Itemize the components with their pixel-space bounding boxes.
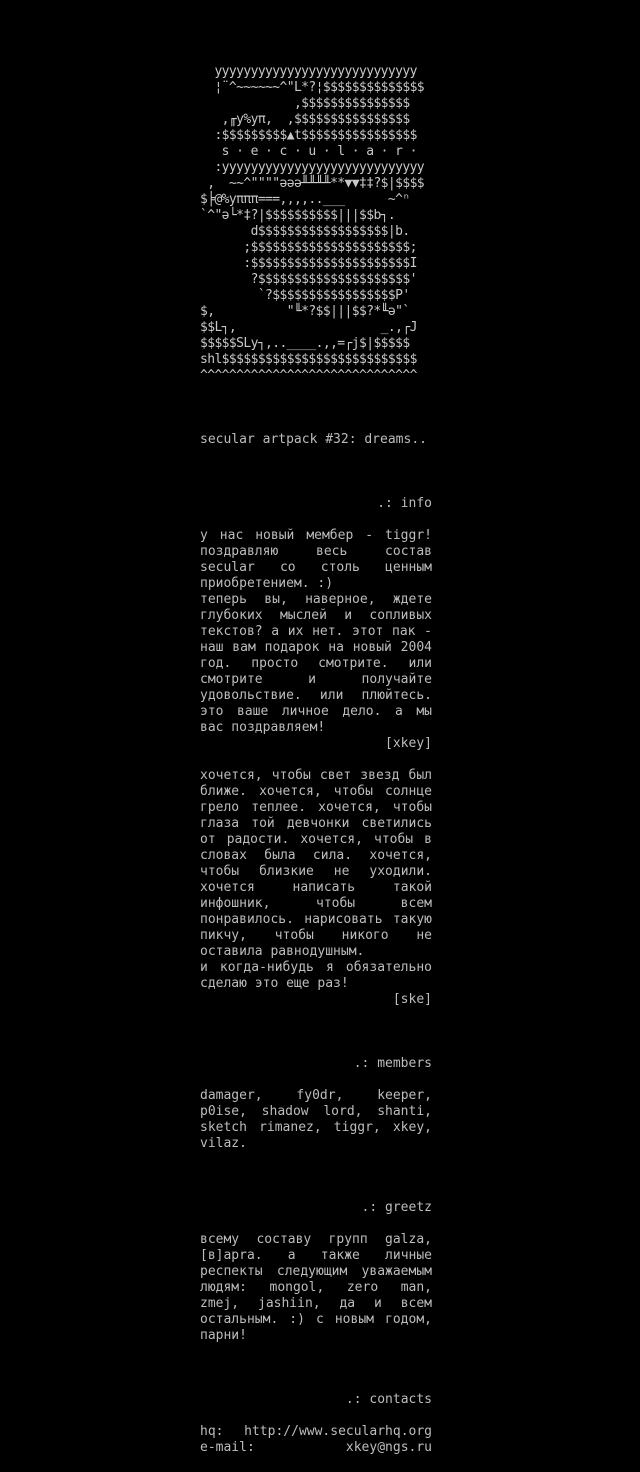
greetz-text: всему составу групп galza, [в]apra. а также личные респекты следующим уважаемым людям: mongol, zero man, zmej, jashiin, да и всем остальным. :) с новым годом, парни! <box>200 1232 432 1343</box>
hq-label: hq: <box>200 1424 224 1439</box>
logo-line: $$L┐, _.,┌J <box>200 320 417 335</box>
signature-ske: [ske] <box>392 992 432 1007</box>
artpack-title: secular artpack #32: dreams.. <box>200 432 427 447</box>
logo-line: ^^^^^^^^^^^^^^^^^^^^^^^^^^^^^^ <box>200 368 417 383</box>
logo-line: $, "╙*?$$|||$$?*╙ǝ"` <box>200 304 410 319</box>
members-text: damager, fy0dr, keeper, p0ise, shadow lord, shanti, sketch rimanez, tiggr, xkey, vilaz. <box>200 1088 432 1151</box>
members-list <box>200 1088 432 1152</box>
logo-line: $$$$$SLy┐,..____.,,=┌j$|$$$$$ <box>200 336 410 351</box>
logo-line: ,╓y%yπ, ,$$$$$$$$$$$$$$$$ <box>200 112 410 127</box>
logo-line: ?$$$$$$$$$$$$$$$$$$$$$' <box>200 272 417 287</box>
contacts-heading: .: contacts <box>345 1392 432 1407</box>
logo-line: :$$$$$$$$$▲t$$$$$$$$$$$$$$$$ <box>200 128 417 143</box>
info-heading: .: info <box>377 496 432 511</box>
logo-line: ;$$$$$$$$$$$$$$$$$$$$$$; <box>200 240 417 255</box>
greetz-section <box>200 1232 432 1344</box>
info-paragraph: у нас новый мембер - tiggr! поздравляю весь состав secular со столь ценным приобретением. :) <box>200 528 432 591</box>
logo-line: :$$$$$$$$$$$$$$$$$$$$$$I <box>200 256 417 271</box>
contact-hq-row <box>200 1424 432 1440</box>
logo-line: yyyyyyyyyyyyyyyyyyyyyyyyyyyy <box>200 64 417 79</box>
logo-line: $╞@%yπππ===,,,,..___ ~^ⁿ <box>200 192 410 207</box>
info-paragraph: теперь вы, наверное, ждете глубоких мыслей и сопливых текстов? а их нет. этот пак - наш вам подарок на новый 2004 год. просто смотрите. или смотрите и получайте удовольствие. или плюйтесь. это ваше личное дело. а мы вас поздравляем! <box>200 592 432 735</box>
logo-line: shl$$$$$$$$$$$$$$$$$$$$$$$$$$$ <box>200 352 417 367</box>
logo-line: s · e · c · u · l · a · r · <box>200 144 417 159</box>
logo-line: ,$$$$$$$$$$$$$$$ <box>200 96 410 111</box>
wishes-section <box>200 768 432 992</box>
logo-line: :yyyyyyyyyyyyyyyyyyyyyyyyyyyy <box>200 160 425 175</box>
contacts-section <box>200 1424 432 1456</box>
greetz-heading: .: greetz <box>361 1200 432 1215</box>
wishes-paragraph: хочется, чтобы свет звезд был ближе. хочется, чтобы солнце грело теплее. хочется, чтобы глаза той девчонки светились от радости. хочется, чтобы в словах была сила. хочется, чтобы близкие не уходили. хочется написать такой инфошник, чтобы всем понравилось. нарисовать такую пикчу, чтобы никого не оставила равнодушным. <box>200 768 432 959</box>
logo-line: `?$$$$$$$$$$$$$$$$$P' <box>200 288 410 303</box>
wishes-paragraph: и когда-нибудь я обязательно сделаю это еще раз! <box>200 960 432 991</box>
members-heading: .: members <box>353 1056 432 1071</box>
info-section <box>200 528 432 736</box>
secular-ascii-logo <box>200 64 440 384</box>
email-label: e-mail: <box>200 1440 255 1455</box>
signature-xkey: [xkey] <box>385 736 432 751</box>
hq-link[interactable]: http://www.secularhq.org <box>244 1424 432 1439</box>
logo-line: d$$$$$$$$$$$$$$$$$$|b. <box>200 224 410 239</box>
email-link[interactable]: xkey@ngs.ru <box>345 1440 432 1455</box>
contact-email-row <box>200 1440 432 1456</box>
logo-line: ¦¨^~~~~~~^"L*?¦$$$$$$$$$$$$$$ <box>200 80 425 95</box>
artpack-info-column <box>200 64 432 1456</box>
logo-line: , ~~^""""ǝǝǝ╨╨╨╨**▼▼‡‡?$|$$$$ <box>200 176 425 191</box>
logo-line: `^"ǝ└*‡?|$$$$$$$$$$|||$$b┐. <box>200 208 396 223</box>
